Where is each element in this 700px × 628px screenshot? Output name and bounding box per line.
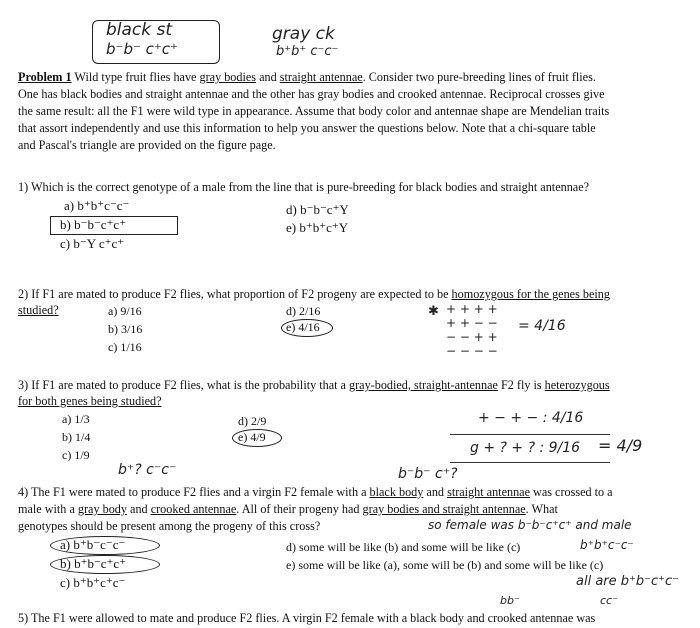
q2-option-e: e) 4/16 (286, 320, 320, 334)
q3-option-a: a) 1/3 (62, 412, 90, 426)
q4-note-bottom-2: cc⁻ (600, 594, 618, 607)
note-gray-ck: gray ck (272, 24, 335, 44)
q3-option-b: b) 1/4 (62, 430, 91, 444)
q3-option-c: c) 1/9 (62, 448, 90, 462)
q3-note-rule (450, 434, 610, 435)
problem-line-1: Problem 1 Wild type fruit flies have gray bodies and straight antennae. Consider two pure-breeding lines of fruit flies. (18, 70, 596, 84)
q2-text: 2) If F1 are mated to produce F2 flies, what proportion of F2 progeny are expected to be homozygous for the genes being (18, 287, 610, 301)
q4-line-1: 4) The F1 were mated to produce F2 flies and a virgin F2 female with a black body and straight antennae was crossed to a (18, 485, 613, 499)
q4-option-d: d) some will be like (b) and some will be like (c) (286, 540, 521, 554)
q4-option-e: e) some will be like (a), some will be (b) and some will be like (c) (286, 558, 604, 572)
note-black-st: black st (106, 20, 173, 40)
q2-bullet-mark: ✱ (428, 304, 439, 319)
q4-note-side: so female was b⁻b⁻c⁺c⁺ and male (428, 518, 632, 532)
q4-note-all: all are b⁺b⁻c⁺c⁻ (576, 574, 680, 589)
q4-note-right: b⁻b⁻ c⁺? (398, 466, 458, 482)
q4-option-b: b) b⁺b⁻c⁺c⁺ (60, 556, 127, 571)
q4-note-left: b⁺? c⁻c⁻ (118, 462, 177, 478)
q1-option-d: d) b⁻b⁻c⁺Y (286, 202, 349, 217)
q3-note-rule-2 (450, 462, 610, 463)
q2-option-a: a) 9/16 (108, 304, 142, 318)
q3-text-cont: for both genes being studied? (18, 394, 162, 408)
q2-option-b: b) 3/16 (108, 322, 143, 336)
q1-option-c: c) b⁻Y c⁺c⁺ (60, 236, 125, 251)
q3-option-e: e) 4/9 (238, 430, 266, 444)
note-gray-genotype: b⁺b⁺ c⁻c⁻ (276, 44, 339, 59)
q4-line-3: genotypes should be present among the progeny of this cross? (18, 519, 321, 533)
q4-option-a: a) b⁺b⁻c⁻c⁻ (60, 537, 126, 552)
note-black-genotype: b⁻b⁻ c⁺c⁺ (106, 40, 178, 58)
q1-option-a: a) b⁺b⁺c⁻c⁻ (64, 198, 130, 213)
q2-option-d: d) 2/16 (286, 304, 321, 318)
q2-text-cont: studied? (18, 303, 59, 317)
q4-line-2: male with a gray body and crooked antennae. All of their progeny had gray bodies and straight antennae. What (18, 502, 558, 516)
q3-note-line-1: + − + − : 4/16 (478, 410, 584, 426)
q3-option-d: d) 2/9 (238, 414, 267, 428)
q2-note-row-2: + + − − (446, 316, 498, 330)
problem-line-2: One has black bodies and straight antennae and the other has gray bodies and crooked antennae. Reciprocal crosses give (18, 87, 605, 101)
problem-line-4: that assort independently and use this information to help you answer the questions below. Note that a chi-square table (18, 121, 596, 135)
q2-option-c: c) 1/16 (108, 340, 142, 354)
q3-text: 3) If F1 are mated to produce F2 flies, what is the probability that a gray-bodied, straight-antennae F2 fly is heterozygous (18, 378, 610, 392)
q1-text: 1) Which is the correct genotype of a male from the line that is pure-breeding for black bodies and straight antennae? (18, 180, 590, 194)
q1-option-b: b) b⁻b⁻c⁺c⁺ (60, 217, 127, 232)
q2-note-fraction: = 4/16 (518, 318, 566, 334)
q5-text: 5) The F1 were allowed to mate and produce F2 flies. A virgin F2 female with a black body and crooked antennae was (18, 611, 596, 625)
q2-note-row-4: − − − − (446, 344, 498, 358)
q2-note-row-1: + + + + (446, 302, 498, 316)
q4-option-c: c) b⁺b⁺c⁺c⁻ (60, 575, 126, 590)
q1-option-e: e) b⁺b⁺c⁺Y (286, 220, 349, 235)
problem-line-3: the same result: all the F1 were wild type in appearance. Assume that body color and antennae shape are Mendelian traits (18, 104, 610, 118)
q2-note-row-3: − − + + (446, 330, 498, 344)
q4-note-side-2: b⁺b⁺c⁻c⁻ (580, 538, 634, 552)
problem-line-5: and Pascal's triangle are provided on the figure page. (18, 138, 276, 152)
q3-note-line-2: g + ? + ? : 9/16 (470, 440, 581, 456)
problem-heading: Problem 1 (18, 70, 72, 84)
q4-note-bottom-1: bb⁻ (500, 594, 520, 607)
q3-note-result: = 4/9 (598, 436, 643, 455)
